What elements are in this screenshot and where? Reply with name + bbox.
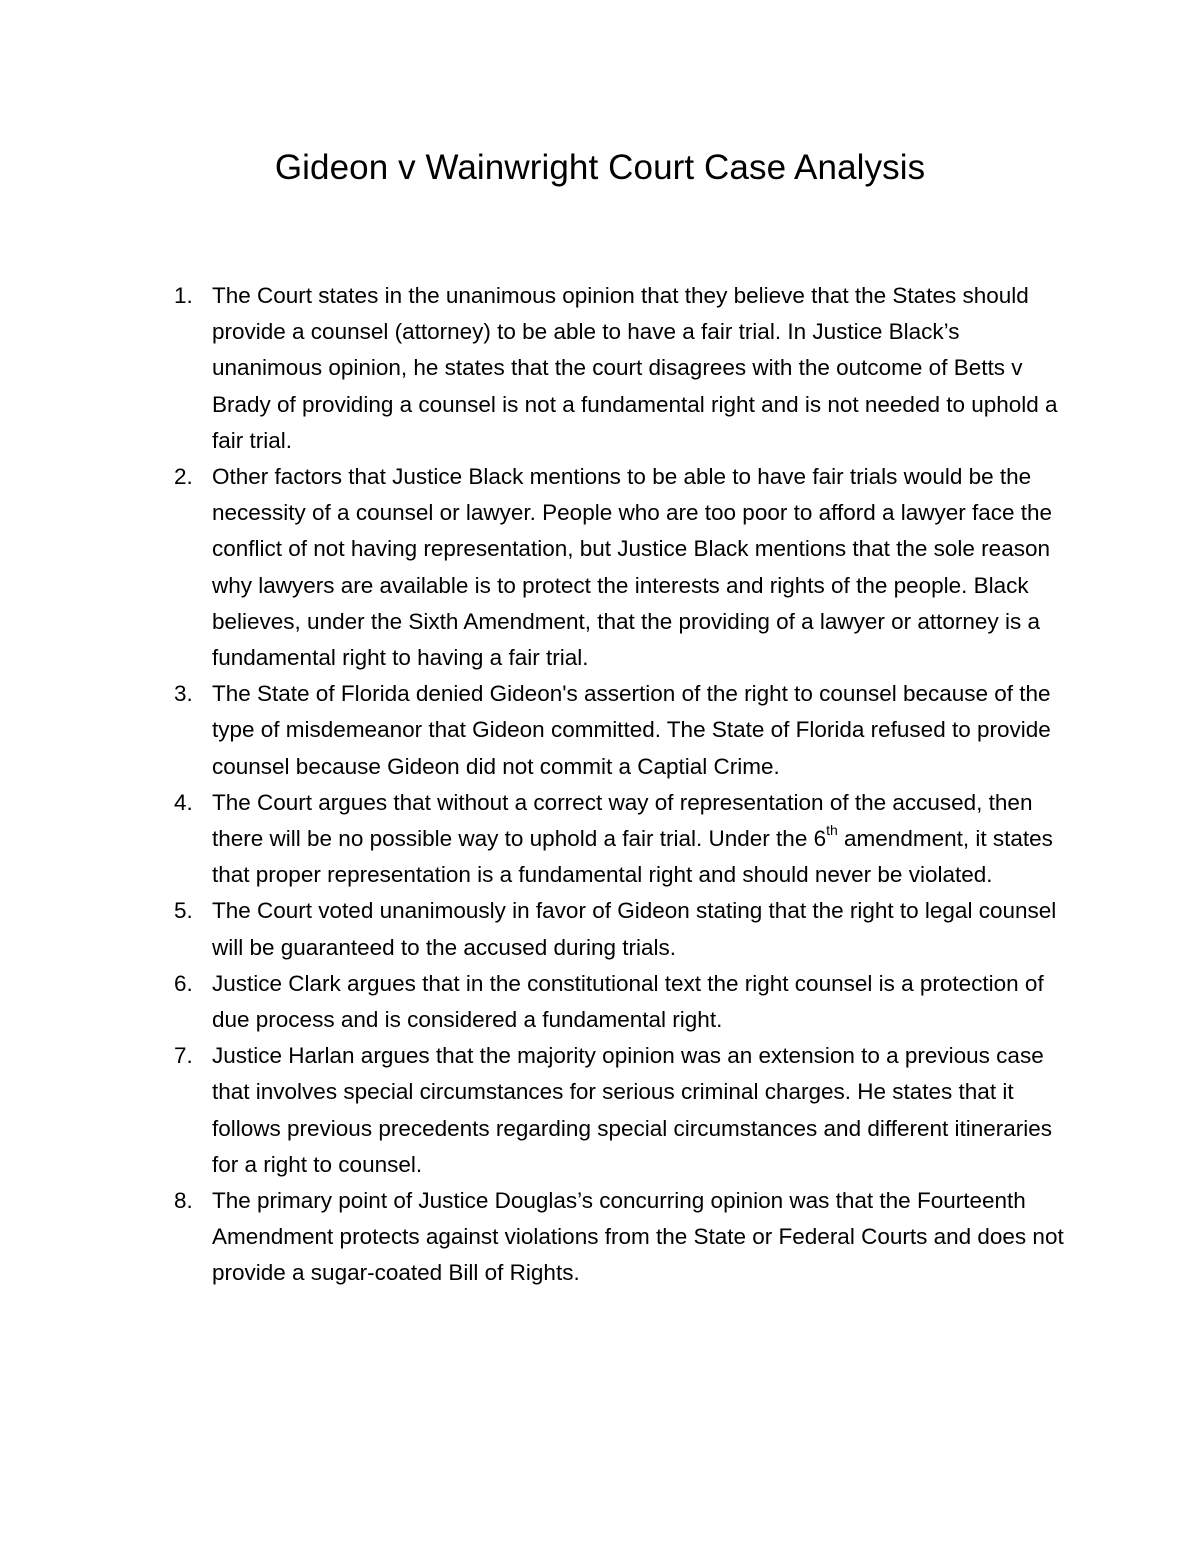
list-item-3 [166,676,1066,785]
list-item-4 [166,785,1066,894]
list-number: 6. [174,970,193,996]
list-number: 4. [174,789,193,815]
list-item-text: The Court states in the unanimous opinion that they believe that the States should provide a counsel (attorney) to be able to have a fair trial. In Justice Black’s unanimous opinion, he states that the court disagrees with the outcome of Betts v Brady of providing a counsel is not a fundamental right and is not needed to uphold a fair trial. [212,283,1058,453]
list-item-text: The State of Florida denied Gideon's assertion of the right to counsel because of the type of misdemeanor that Gideon committed. The State of Florida refused to provide counsel because Gideon did not commit a Captial Crime. [212,681,1051,779]
list-item-text: Justice Harlan argues that the majority opinion was an extension to a previous case that involves special circumstances for serious criminal charges. He states that it follows previous precedents regarding special circumstances and different itineraries for a right to counsel. [212,1043,1053,1177]
list-item-8 [166,1183,1066,1292]
analysis-list [166,278,1066,1292]
list-item-text: The Court voted unanimously in favor of Gideon stating that the right to legal counsel will be guaranteed to the accused during trials. [212,898,1057,960]
list-item-text: Justice Clark argues that in the constitutional text the right counsel is a protection of due process and is considered a fundamental right. [212,970,1044,1033]
list-item-text [212,790,1053,887]
list-number: 5. [174,898,193,924]
list-number: 8. [174,1188,193,1214]
document-title: Gideon v Wainwright Court Case Analysis [274,148,926,187]
list-item-5 [166,893,1066,965]
list-item-1 [166,278,1066,459]
list-item-6 [166,966,1066,1038]
list-number: 1. [174,283,193,308]
list-number: 3. [174,681,193,707]
list-number: 2. [174,464,193,490]
list-item-text-after: amendment, it states that proper representation is a fundamental right and should never be violated. [212,826,1053,888]
ordinal-superscript: th [826,821,838,838]
list-item-text: The primary point of Justice Douglas’s concurring opinion was that the Fourteenth Amendment protects against violations from the State or Federal Courts and does not provide a sugar-coated Bill of Rights. [212,1188,1064,1286]
list-item-2 [166,459,1066,676]
list-number: 7. [174,1043,193,1069]
list-item-7 [166,1038,1066,1183]
list-item-text-before: The Court argues that without a correct way of representation of the accused, then there will be no possible way to uphold a fair trial. Under the 6 [212,789,1033,852]
list-item-text: Other factors that Justice Black mentions to be able to have fair trials would be the necessity of a counsel or lawyer. People who are too poor to afford a lawyer face the conflict of not having representation, but Justice Black mentions that the sole reason why lawyers are available is to protect the interests and rights of the people. Black believes, under the Sixth Amendment, that the providing of a lawyer or attorney is a fundamental right to having a fair trial. [212,464,1053,671]
